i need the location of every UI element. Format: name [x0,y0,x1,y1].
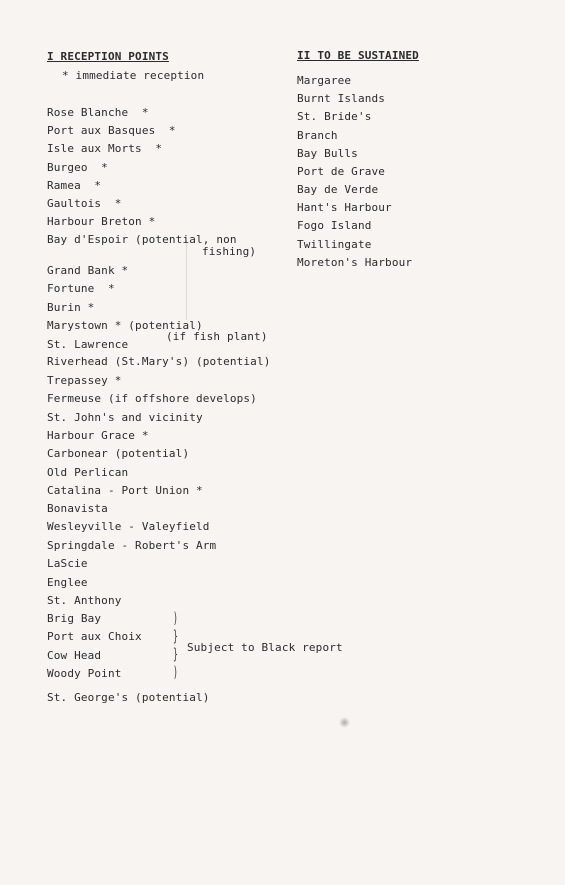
list-item: LaScie [47,557,88,570]
paper-smudge [339,717,350,728]
list-item: Wesleyville - Valeyfield [47,520,210,533]
list-item: Marystown * (potential) [47,319,203,332]
list-item: Fortune * [47,282,115,295]
list-item: St. Lawrence [47,338,129,351]
brace-mark: } [173,645,178,663]
list-item: Margaree [297,74,352,87]
list-item: Grand Bank * [47,264,129,277]
list-item: Burgeo * [47,161,108,174]
list-item: Bay de Verde [297,183,379,196]
list-item: Hant's Harbour [297,201,392,214]
list-item: Trepassey * [47,374,122,387]
immediate-reception-note: * immediate reception [62,69,205,82]
list-item: St. George's (potential) [47,691,210,704]
list-item: Springdale - Robert's Arm [47,539,217,552]
list-item: Fogo Island [297,219,372,232]
list-item: Bay d'Espoir (potential, non [47,233,237,246]
list-item: Riverhead (St.Mary's) (potential) [47,355,271,368]
list-item: Ramea * [47,179,102,192]
list-item: Port de Grave [297,165,386,178]
subject-to-black-report-note: Subject to Black report [187,641,343,654]
list-item: Catalina - Port Union * [47,484,203,497]
list-item: Twillingate [297,238,372,251]
list-item: Old Perlican [47,466,129,479]
brace-mark: ) [173,663,178,681]
list-item: Gaultois * [47,197,122,210]
list-item: Woody Point [47,667,122,680]
list-item-annotation: (if fish plant) [166,330,268,343]
list-item: Bay Bulls [297,147,358,160]
list-item: Port aux Basques * [47,124,176,137]
list-item: Rose Blanche * [47,106,149,119]
list-item: Isle aux Morts * [47,142,163,155]
list-item: Harbour Breton * [47,215,156,228]
list-item: Harbour Grace * [47,429,149,442]
list-item: Fermeuse (if offshore develops) [47,392,257,405]
list-item: Port aux Choix [47,630,142,643]
list-item: Cow Head [47,649,102,662]
list-item-continuation: fishing) [202,245,257,258]
list-item: Burin * [47,301,95,314]
list-item: St. Bride's [297,110,372,123]
paper-fold-mark [186,240,187,320]
list-item: Burnt Islands [297,92,386,105]
list-item: Moreton's Harbour [297,256,413,269]
list-item: St. John's and vicinity [47,411,203,424]
list-item: Carbonear (potential) [47,447,190,460]
list-item: Brig Bay [47,612,102,625]
list-item: Branch [297,129,338,142]
brace-mark: ) [173,609,178,627]
brace-mark: } [173,627,178,645]
list-item: Bonavista [47,502,108,515]
list-item: St. Anthony [47,594,122,607]
to-be-sustained-heading: II TO BE SUSTAINED [297,49,419,62]
list-item: Englee [47,576,88,589]
reception-points-heading: I RECEPTION POINTS [47,50,169,63]
